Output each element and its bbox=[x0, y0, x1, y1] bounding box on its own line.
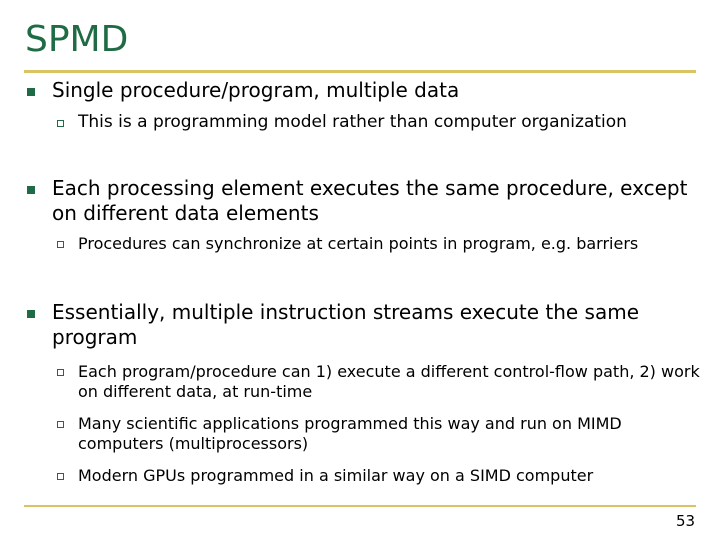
slide-title: SPMD bbox=[25, 19, 129, 60]
bullet-marker bbox=[27, 88, 35, 96]
bullet-text: Essentially, multiple instruction streams execute the same program bbox=[52, 300, 640, 349]
sub-bullet-text: Modern GPUs programmed in a similar way on a SIMD computer bbox=[78, 466, 594, 485]
bullet-marker bbox=[27, 310, 35, 318]
sub-bullet-marker bbox=[57, 421, 64, 428]
title-divider bbox=[24, 70, 696, 73]
sub-bullet-text: Many scientific applications programmed this way and run on MIMD computers (multiprocessors) bbox=[78, 414, 622, 453]
bullet-text: Each processing element executes the same procedure, except on different data elements bbox=[52, 176, 688, 225]
footer-divider bbox=[24, 505, 696, 507]
sub-bullet-text: Each program/procedure can 1) execute a different control-flow path, 2) work on different data, at run-time bbox=[78, 362, 700, 401]
sub-bullet-marker bbox=[57, 120, 64, 127]
sub-bullet-marker bbox=[57, 473, 64, 480]
sub-bullet-text: This is a programming model rather than computer organization bbox=[78, 112, 627, 132]
bullet-text: Single procedure/program, multiple data bbox=[52, 78, 460, 102]
page-number: 53 bbox=[676, 512, 696, 530]
sub-bullet-text: Procedures can synchronize at certain points in program, e.g. barriers bbox=[78, 234, 639, 253]
sub-bullet-marker bbox=[57, 241, 64, 248]
sub-bullet-marker bbox=[57, 369, 64, 376]
bullet-marker bbox=[27, 186, 35, 194]
